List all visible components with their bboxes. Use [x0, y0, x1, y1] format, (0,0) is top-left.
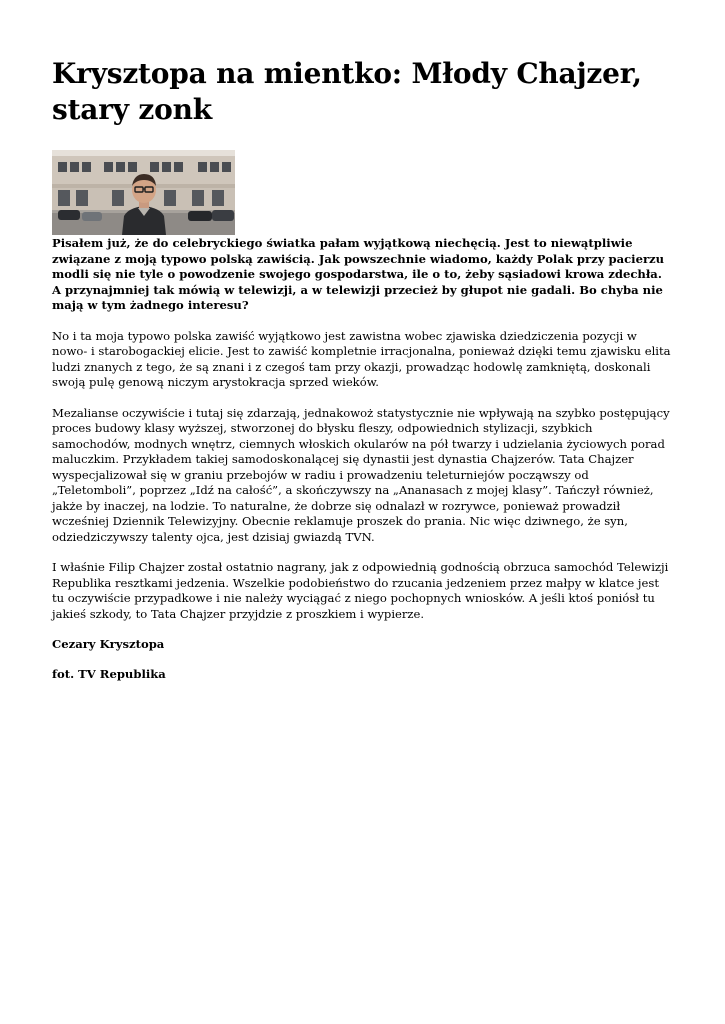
article-title: Krysztopa na mientko: Młody Chajzer, stary zonk [52, 57, 642, 126]
article-paragraph: I właśnie Filip Chajzer został ostatnio nagrany, jak z odpowiednią godnością obrzuca samochód Telewizji Republika resztkami jedzenia. Wszelkie podobieństwo do rzucania jedzeniem przez małpy w klatce jest tu oczywiście przypadkowe i nie należy wyciągać z niego pochopnych wniosków. A jeśli ktoś poniósł tu jakieś szkody, to Tata Chajzer przyjdzie z proszkiem i wypierze. [52, 560, 669, 621]
article-author: Cezary Krysztopa [52, 637, 165, 651]
article-photo [52, 150, 235, 235]
photo-credit: fot. TV Republika [52, 666, 166, 681]
article-paragraph: No i ta moja typowo polska zawiść wyjątkowo jest zawistna wobec zjawiska dziedziczenia pozycji w nowo- i starobogackiej elicie. Jest to zawiść kompletnie irracjonalna, ponieważ dzięki temu zjawisku elita ludzi znanych z tego, że są znani i z czegoś tam przy okazji, prowadząc hodowlę zamkniętą, doskonali swoją pulę genową niczym arystokracja sprzed wieków. [52, 328, 671, 389]
article-paragraph: Mezalianse oczywiście i tutaj się zdarzają, jednakowoż statystycznie nie wpływają na szybko postępujący proces budowy klasy wyższej, stworzonej do błysku fleszy, odpowiednich stylizacji, szybkich samochodów, modnych wnętrz, ciemnych włoskich okularów na pół twarzy i udzielania życiowych porad maluczkim. Przykładem takiej samodoskonalącej się dynastii jest dynastia Chajzerów. Tata Chajzer wyspecjalizował się w graniu przebojów w radiu i prowadzeniu teleturniejów począwszy od „Teletomboli”, poprzez „Idź na całość”, a skończywszy na „Ananasach z mojej klasy”. Tańczył również, jakże by inaczej, na lodzie. To naturalne, że dobrze się odnalazł w rozrywce, ponieważ prowadził wcześniej Dziennik Telewizyjny. Obecnie reklamuje proszek do prania. Nic więc dziwnego, że syn, odziedziczywszy talenty ojca, jest dzisiaj gwiazdą TVN. [52, 405, 670, 544]
article-lead: Pisałem już, że do celebryckiego światka pałam wyjątkową niechęcią. Jest to niewątpliwie związane z moją typowo polską zawiścią. Jak powszechnie wiadomo, każdy Polak przy pacierzu modli się nie tyle o powodzenie swojego gospodarstwa, ile o to, żeby sąsiadowi krowa zdechła. A przynajmniej tak mówią w telewizji, a w telewizji przecież by głupot nie gadali. Bo chyba nie mają w tym żadnego interesu? [52, 236, 665, 312]
photo-illustration [52, 150, 235, 235]
article [52, 56, 674, 682]
